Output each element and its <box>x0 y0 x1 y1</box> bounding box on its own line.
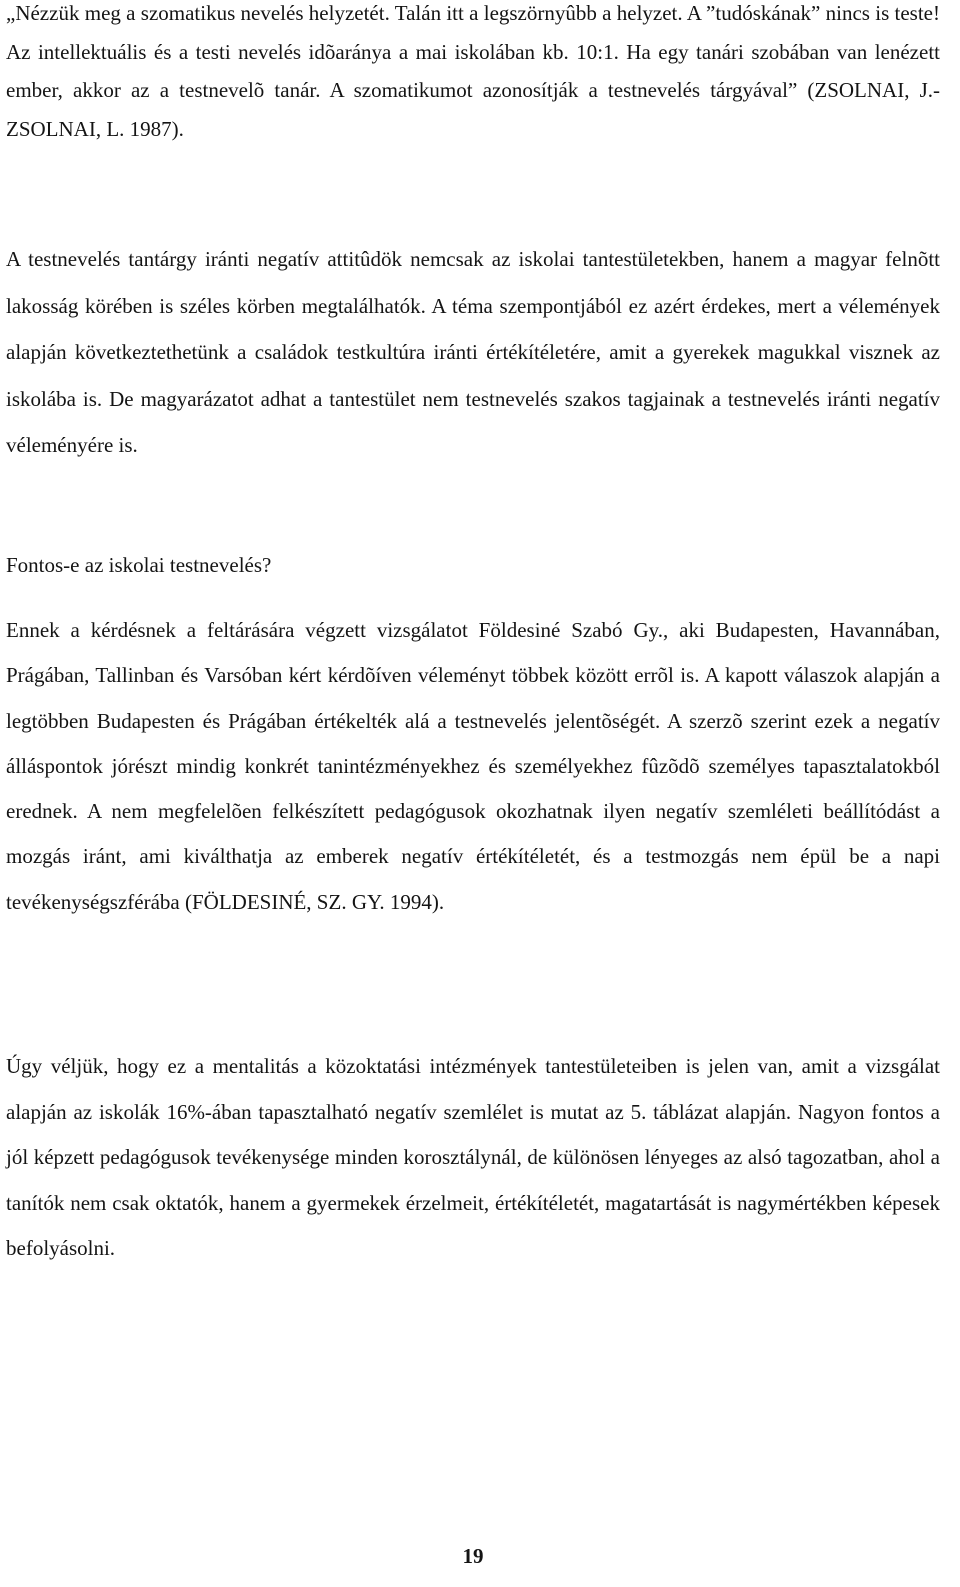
paragraph-quote: „Nézzük meg a szomatikus nevelés helyzetét. Talán itt a legszörnyûbb a helyzet. A ”tudóskának” nincs is teste! Az intellektuális és a testi nevelés idõaránya a mai iskolában kb. 10:1. Ha egy tanári szobában van lenézett ember, akkor az a testnevelõ tanár. A szomatikumot azonosítják a testnevelés tárgyával” (ZSOLNAI, J.-ZSOLNAI, L. 1987). <box>6 1 940 141</box>
page-number: 19 <box>462 1544 484 1568</box>
paragraph-survey: Ennek a kérdésnek a feltárására végzett vizsgálatot Földesiné Szabó Gy., aki Budapesten, Havannában, Prágában, Tallinban és Varsóban kért kérdõíven véleményt többek között errõl is. A kapott válaszok alapján a legtöbben Budapesten és Prágában értékelték alá a testnevelés jelentõségét. A szerzõ szerint ezek a negatív álláspontok jórészt mindig konkrét tanintézményekhez és személyekhez fûzõdõ személyes tapasztalatokból erednek. A nem megfelelõen felkészített pedagógusok okozhatnak ilyen negatív szemléleti beállítódást a mozgás iránt, ami kiválthatja az emberek negatív értékítéletét, és a testmozgás nem épül be a napi tevékenységszférába (FÖLDESINÉ, SZ. GY. 1994). <box>6 618 940 914</box>
question-heading: Fontos-e az iskolai testnevelés? <box>6 553 272 577</box>
paragraph-negative-attitudes: A testnevelés tantárgy iránti negatív attitûdök nemcsak az iskolai tantestületekben, hanem a magyar felnõtt lakosság körében is széles körben megtalálhatók. A téma szempontjából ez azért érdekes, mert a vélemények alapján következtethetünk a családok testkultúra iránti értékítéletére, amit a gyerekek magukkal visznek az iskolába is. De magyarázatot adhat a tantestület nem testnevelés szakos tagjainak a testnevelés iránti negatív véleményére is. <box>6 247 940 458</box>
paragraph-conclusion: Úgy véljük, hogy ez a mentalitás a közoktatási intézmények tantestületeiben is jelen van, amit a vizsgálat alapján az iskolák 16%-ában tapasztalható negatív szemlélet is mutat az 5. táblázat alapján. Nagyon fontos a jól képzett pedagógusok tevékenysége minden korosztálynál, de különösen lényeges az alsó tagozatban, ahol a tanítók nem csak oktatók, hanem a gyermekek érzelmeit, értékítéletét, magatartását is nagymértékben képesek befolyásolni. <box>6 1054 940 1261</box>
